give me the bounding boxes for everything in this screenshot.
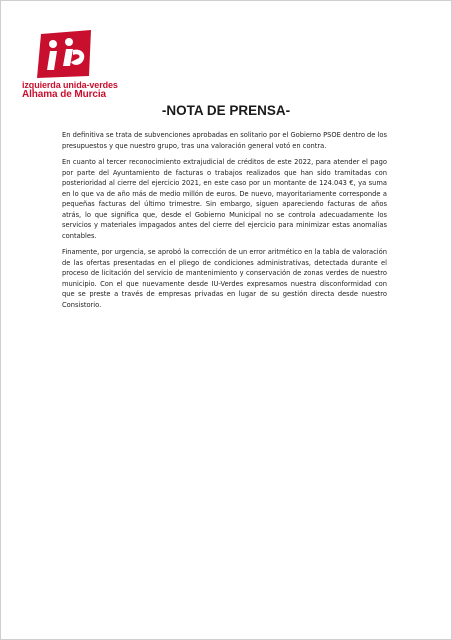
paragraph: En definitiva se trata de subvenciones aprobadas en solitario por el Gobierno PSOE dentro de los presupuestos y que nuestro grupo, tras una valoración general votó en contra. [62,131,387,150]
organization-name-line2: Alhama de Murcia [22,89,106,100]
paragraph: En cuanto al tercer reconocimiento extrajudicial de créditos de este 2022, para atender el pago por parte del Ayuntamiento de facturas o trabajos realizados que han sido tramitadas con posterioridad al cierre del ejercicio 2021, en este caso por un montante de 124.043 €, ya suma en lo que va de año más de medio millón de euros. De nuevo, mayoritariamente corresponde a pequeñas facturas del último trimestre. Sin embargo, siguen apareciendo facturas de años atrás, lo que significa que, desde el Gobierno Municipal no se controla adecuadamente los servicios y materiales impagados antes del cierre del ejercicio para minimizar estas anomalías contables. [62,158,387,240]
document-body [62,130,387,316]
iu-logo-icon [35,30,95,80]
organization-name-line1: izquierda unida-verdes [22,80,118,90]
paragraph: Finamente, por urgencia, se aprobó la corrección de un error aritmético en la tabla de valoración de las ofertas presentadas en el pliego de condiciones administrativas, detectada durante el proceso de licitación del servicio de mantenimiento y conservación de zonas verdes de nuestro municipio. Con el que nuevamente desde IU-Verdes expresamos nuestra disconformidad con que se preste a través de empresas privadas en lugar de su gestión directa desde nuestro Consistorio. [62,248,387,309]
organization-name [22,80,118,100]
page-title: -NOTA DE PRENSA- [161,103,291,118]
